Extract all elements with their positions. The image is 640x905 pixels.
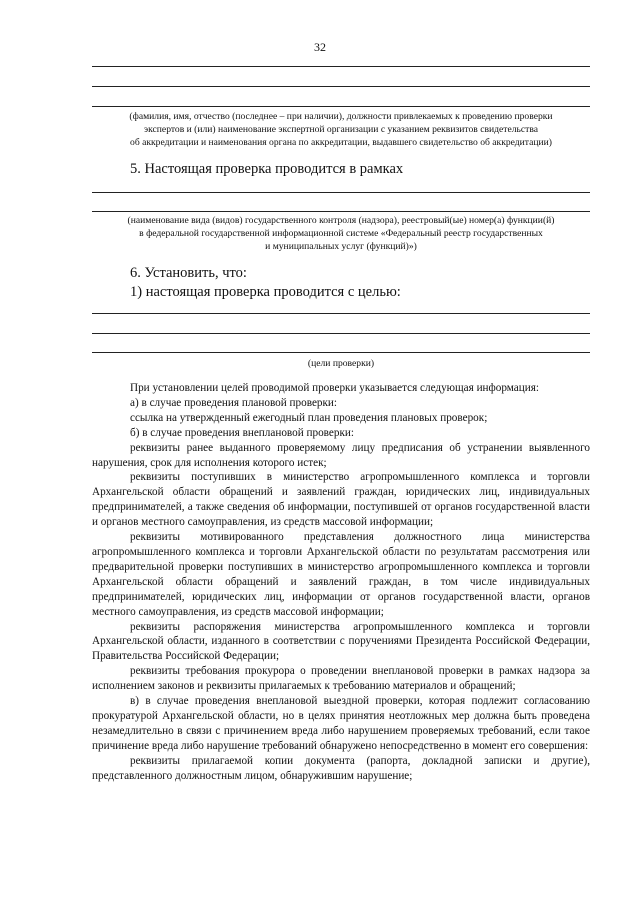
fill-line (92, 66, 590, 67)
paragraph: б) в случае проведения внеплановой проверки: (130, 426, 354, 439)
paragraph: ссылка на утвержденный ежегодный план проведения плановых проверок; (130, 411, 488, 424)
caption-control-type (92, 214, 590, 253)
paragraph: а) в случае проведения плановой проверки: (130, 396, 338, 409)
caption-line: (наименование вида (видов) государственного контроля (надзора), реестровый(ые) номер(а) функции(й) (127, 215, 555, 226)
item-6-heading: 6. Установить, что: (130, 265, 247, 281)
paragraph: реквизиты мотивированного представления должностного лица министерства агропромышленного комплекса и торговли Архангельской области по результатам рассмотрения или предварительной проверки поступивших в министерство агропромышленного комплекса и торговли Архангельской области обращений и заявлений граждан, в том числе индивидуальных предпринимателей, юридических лиц, информации от органов государственной власти, органов местного самоуправления, из средств массовой информации; (92, 531, 590, 618)
fill-line (92, 106, 590, 107)
caption-line: об аккредитации и наименования органа по аккредитации, выдавшего свидетельство об аккредитации) (130, 137, 552, 148)
caption-line: (фамилия, имя, отчество (последнее – при наличии), должности привлекаемых к проведению проверки (129, 111, 553, 122)
page-number: 32 (314, 40, 326, 54)
paragraph: реквизиты ранее выданного проверяемому лицу предписания об устранении выявленного нарушения, срок для исполнения которого истек; (92, 441, 590, 469)
fill-line (92, 352, 590, 353)
paragraph: в) в случае проведения внеплановой выездной проверки, которая подлежит согласованию прокуратурой Архангельской области, но в целях принятия неотложных мер должна быть проведена незамедлительно в связи с причинением вреда либо нарушением проверяемых требований, если такое причинение вреда либо нарушение требований обнаружено непосредственно в момент его совершения: (92, 695, 590, 752)
fill-line (92, 86, 590, 87)
caption-experts (92, 110, 590, 149)
paragraph: реквизиты требования прокурора о проведении внеплановой проверки в рамках надзора за исполнением законов и реквизиты прилагаемых к требованию материалов и обращений; (92, 665, 590, 693)
paragraph: реквизиты прилагаемой копии документа (рапорта, докладной записки и другие), представленного должностным лицом, обнаружившим нарушение; (92, 754, 590, 782)
caption-line: в федеральной государственной информационной системе «Федеральный реестр государственных (139, 228, 543, 239)
caption-line: и муниципальных услуг (функций)») (265, 241, 417, 252)
fill-line (92, 211, 590, 212)
caption-purpose: (цели проверки) (307, 358, 375, 369)
paragraph: реквизиты распоряжения министерства агропромышленного комплекса и торговли Архангельской области, изданного в соответствии с поручениями Президента Российской Федерации, Правительства Российской Федерации; (92, 620, 590, 663)
item-6-1-heading: 1) настоящая проверка проводится с целью: (130, 284, 401, 300)
paragraph: реквизиты поступивших в министерство агропромышленного комплекса и торговли Архангельской области обращений и заявлений граждан, юридических лиц, индивидуальных предпринимателей, а также сведения об информации, поступившей от органов государственной власти и органов местного самоуправления, из средств массовой информации; (92, 471, 590, 529)
item-5-heading: 5. Настоящая проверка проводится в рамках (130, 161, 404, 177)
body-text (92, 381, 590, 783)
paragraph: При установлении целей проводимой проверки указывается следующая информация: (130, 382, 540, 394)
fill-line (92, 313, 590, 314)
fill-line (92, 192, 590, 193)
caption-line: экспертов и (или) наименование экспертной организации с указанием реквизитов свидетельства (144, 124, 538, 135)
fill-line (92, 333, 590, 334)
